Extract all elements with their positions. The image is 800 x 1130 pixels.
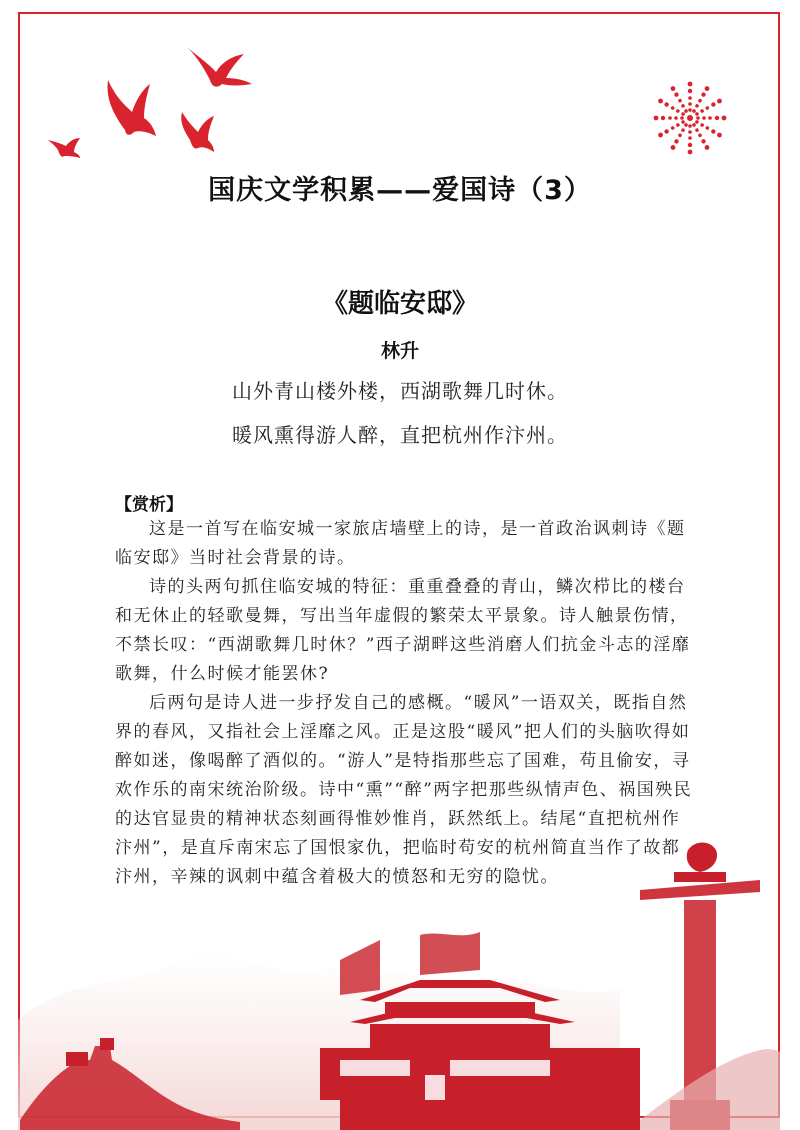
page-title: 国庆文学积累——爱国诗（3） [208, 175, 592, 206]
doves-decoration [40, 40, 270, 170]
dove-icon [48, 138, 80, 158]
analysis-label: 【赏析】 [115, 495, 183, 515]
dove-icon [188, 48, 252, 87]
analysis-paragraph: 后两句是诗人进一步抒发自己的感概。“暖风”一语双关，既指自然界的春风，又指社会上淫靡之风。正是这股“暖风”把人们的头脑吹得如醉如迷，像喝醉了酒似的。“游人”是特指那些忘了国难，苟且偷安，寻欢作乐的南宋统治阶级。诗中“熏”“醉”两字把那些纵情声色、祸国殃民的达官显贵的精神状态刻画得惟妙惟肖，跃然纸上。结尾“直把杭州作汴州”，是直斥南宋忘了国恨家仇，把临时苟安的杭州简直当作了故都汴州，辛辣的讽刺中蕴含着极大的愤怒和无穷的隐忧。 [115, 693, 693, 887]
poem-line: 暖风熏得游人醉，直把杭州作汴州。 [232, 423, 568, 447]
poem-author: 林升 [380, 340, 419, 362]
landmark-illustration [0, 820, 800, 1130]
analysis-paragraph: 诗的头两句抓住临安城的特征：重重叠叠的青山，鳞次栉比的楼台和无休止的轻歌曼舞，写出当年虚假的繁荣太平景象。诗人触景伤情，不禁长叹：“西湖歌舞几时休？”西子湖畔这些消磨人们抗金斗志的淫靡歌舞，什么时候才能罢休? [115, 577, 691, 684]
poem-line: 山外青山楼外楼，西湖歌舞几时休。 [232, 379, 568, 403]
analysis-paragraph: 这是一首写在临安城一家旅店墙壁上的诗，是一首政治讽刺诗《题临安邸》当时社会背景的诗。 [115, 519, 686, 568]
dove-icon [108, 80, 156, 136]
firework-decoration [652, 80, 728, 156]
poem-title: 《题临安邸》 [321, 289, 478, 319]
dove-icon [181, 112, 214, 152]
